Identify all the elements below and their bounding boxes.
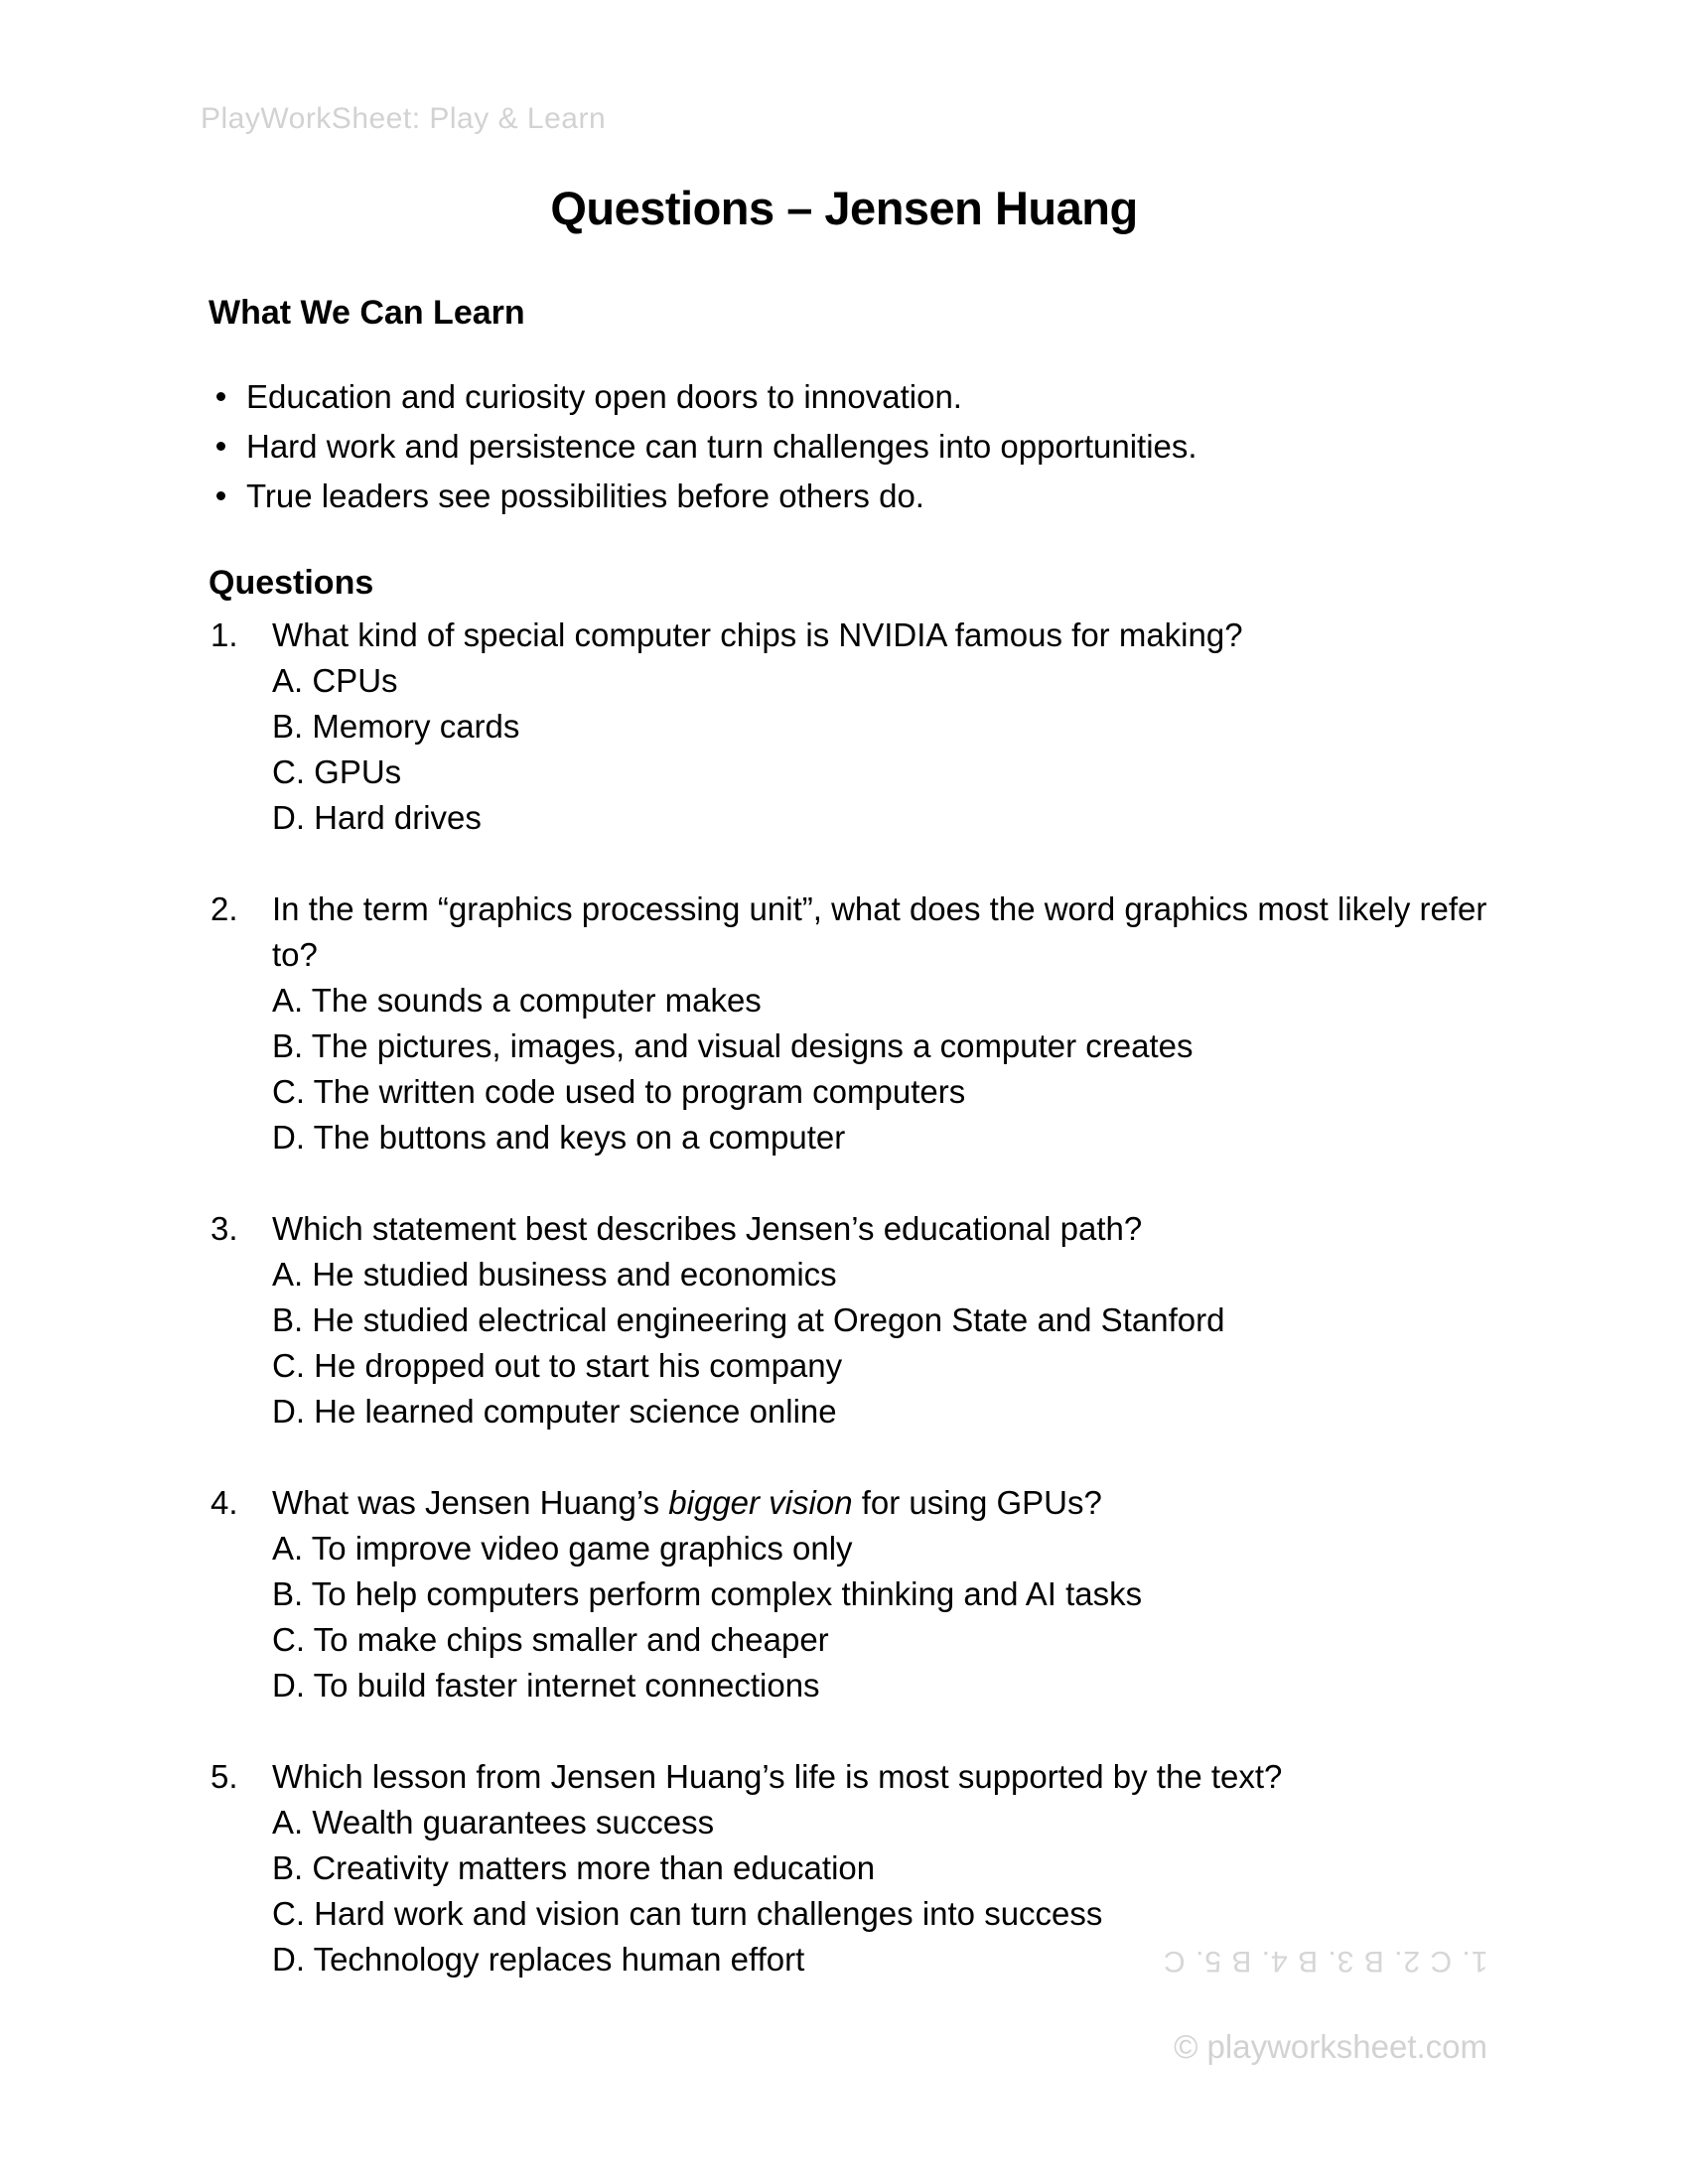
option-d: D. He learned computer science online bbox=[272, 1393, 837, 1430]
question-number: 2. bbox=[211, 890, 238, 927]
question-number: 5. bbox=[211, 1758, 238, 1795]
question-2 bbox=[211, 887, 1688, 1160]
question-body bbox=[272, 613, 1243, 841]
option-d: D. The buttons and keys on a computer bbox=[272, 1119, 846, 1156]
questions-section-heading: Questions bbox=[209, 564, 374, 602]
question-text: What kind of special computer chips is NVIDIA famous for making? bbox=[272, 616, 1243, 653]
bullet-text: Hard work and persistence can turn challenges into opportunities. bbox=[246, 428, 1197, 465]
option-b: B. Memory cards bbox=[272, 708, 520, 745]
option-b: B. To help computers perform complex thinking and AI tasks bbox=[272, 1575, 1143, 1612]
option-c: C. The written code used to program computers bbox=[272, 1073, 966, 1110]
question-text bbox=[272, 1480, 1142, 1526]
bullet-dot-icon bbox=[216, 392, 225, 401]
question-text-suffix: for using GPUs? bbox=[852, 1484, 1102, 1521]
option-c: C. Hard work and vision can turn challenges into success bbox=[272, 1895, 1103, 1932]
list-item bbox=[209, 422, 1487, 472]
option-d: D. Technology replaces human effort bbox=[272, 1941, 805, 1978]
page-title: Questions – Jensen Huang bbox=[550, 182, 1138, 234]
question-text: Which lesson from Jensen Huang’s life is most supported by the text? bbox=[272, 1758, 1283, 1795]
bullet-dot-icon bbox=[216, 491, 225, 500]
option-a: A. He studied business and economics bbox=[272, 1256, 837, 1293]
question-text: In the term “graphics processing unit”, what does the word graphics most likely refer to? bbox=[272, 890, 1487, 973]
question-body bbox=[272, 1754, 1282, 1982]
brand-header: PlayWorkSheet: Play & Learn bbox=[201, 102, 607, 135]
question-3 bbox=[211, 1206, 1688, 1434]
option-b: B. He studied electrical engineering at Oregon State and Stanford bbox=[272, 1301, 1225, 1338]
question-4 bbox=[211, 1480, 1688, 1708]
question-body bbox=[272, 887, 1495, 1160]
option-c: C. To make chips smaller and cheaper bbox=[272, 1621, 829, 1658]
option-c: C. GPUs bbox=[272, 753, 402, 790]
option-d: D. Hard drives bbox=[272, 799, 482, 836]
question-1 bbox=[211, 613, 1688, 841]
question-text: Which statement best describes Jensen’s educational path? bbox=[272, 1210, 1143, 1247]
answer-key-upside-down: 1. C 2. B 3. B 4. B 5. C bbox=[1162, 1945, 1487, 1978]
question-list bbox=[211, 613, 1688, 1982]
question-text-italic: bigger vision bbox=[668, 1484, 853, 1521]
list-item bbox=[209, 372, 1487, 422]
bullet-dot-icon bbox=[216, 442, 225, 451]
question-number: 1. bbox=[211, 616, 238, 653]
question-text-prefix: What was Jensen Huang’s bbox=[272, 1484, 669, 1521]
option-a: A. The sounds a computer makes bbox=[272, 982, 762, 1019]
option-a: A. CPUs bbox=[272, 662, 398, 699]
list-item bbox=[209, 472, 1487, 521]
option-d: D. To build faster internet connections bbox=[272, 1667, 820, 1704]
option-c: C. He dropped out to start his company bbox=[272, 1347, 843, 1384]
option-a: A. To improve video game graphics only bbox=[272, 1530, 853, 1567]
question-number: 3. bbox=[211, 1210, 238, 1247]
learn-section-heading: What We Can Learn bbox=[209, 294, 525, 332]
question-body bbox=[272, 1480, 1142, 1708]
option-b: B. The pictures, images, and visual designs a computer creates bbox=[272, 1027, 1194, 1064]
question-number: 4. bbox=[211, 1484, 238, 1521]
bullet-text: True leaders see possibilities before others do. bbox=[246, 478, 924, 514]
question-body bbox=[272, 1206, 1224, 1434]
learn-bullet-list bbox=[209, 372, 1688, 521]
bullet-text: Education and curiosity open doors to innovation. bbox=[246, 378, 962, 415]
footer-copyright: © playworksheet.com bbox=[1174, 2028, 1487, 2065]
option-b: B. Creativity matters more than education bbox=[272, 1849, 876, 1886]
option-a: A. Wealth guarantees success bbox=[272, 1804, 715, 1841]
